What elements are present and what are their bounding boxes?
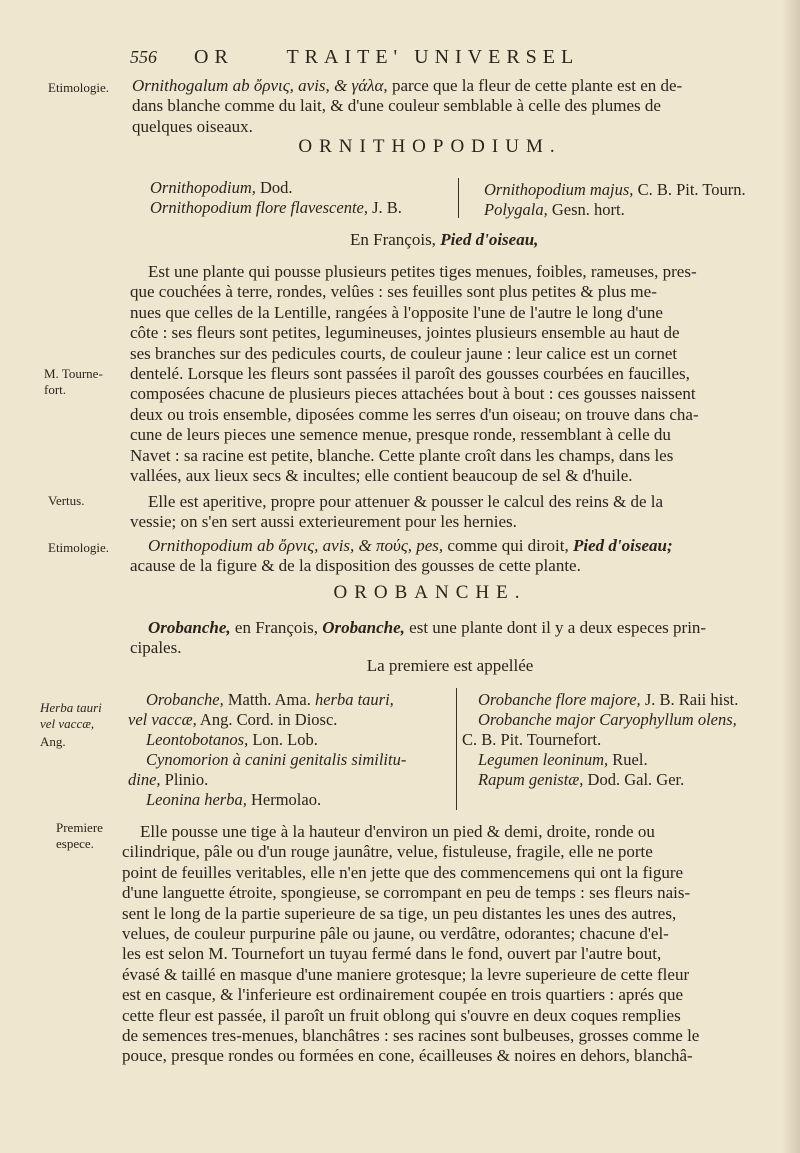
text-line: point de feuilles veritables, elle n'en jette que des commencemens qui ont la figure: [122, 862, 684, 882]
text-line: cipales.: [130, 638, 182, 658]
synonym-entry: Leonina herba, Hermolao.: [146, 790, 322, 809]
text-line: cette fleur est passée, il paroît un fruit oblong qui s'ouvre en deux coques remplies: [122, 1005, 681, 1025]
text-line: dentelé. Lorsque les fleurs sont passées il paroît des gousses courbées en faucilles,: [130, 364, 690, 384]
text-line: nues que celles de la Lentille, rangées à l'opposite l'une de l'autre le long d'une: [130, 302, 663, 322]
margin-tournefort-b: fort.: [44, 382, 67, 397]
text-line: de semences tres-menues, blanchâtres : ses racines sont bulbeuses, grosses comme le: [122, 1026, 700, 1046]
margin-herba-3: Ang.: [40, 734, 66, 749]
margin-vertus: Vertus.: [48, 493, 85, 508]
text-line: ses branches sur des pedicules courts, de couleur jaune : leur calice est un cornet: [130, 343, 678, 363]
text-line: cilindrique, pâle ou d'un rouge jaunâtre, velue, fistuleuse, fragile, elle ne porte: [122, 842, 653, 862]
synonym-entry: Leontobotanos, Lon. Lob.: [146, 730, 318, 749]
text-line: d'une languette étroite, spongieuse, se corrompant en peu de temps : ses fleurs nais-: [122, 883, 691, 903]
text-line: est en casque, & l'inferieure est ordinairement coupée en trois quartiers : aprés que: [122, 985, 684, 1005]
text-line: cune de leurs pieces une semence menue, presque ronde, ressemblant à celle du: [130, 425, 671, 445]
orobanche-synonyms-left: [128, 690, 448, 810]
synonym-entry: C. B. Pit. Tournefort.: [462, 730, 602, 749]
french-name: Pied d'oiseau,: [440, 230, 539, 249]
synonym-entry: Orobanche major Caryophyllum olens,: [478, 710, 737, 729]
synonyms-left: [150, 178, 450, 218]
text-line: acause de la figure & de la disposition des gousses de cette plante.: [130, 556, 581, 576]
text-line: évasé & taillé en masque d'une maniere grotesque; la levre superieure de cette fleur: [122, 964, 690, 984]
text-line: Ornithogalum ab ὄρνις, avis, & γάλα, parce que la fleur de cette plante est en de-: [132, 76, 683, 95]
text-line: Est une plante qui pousse plusieurs petites tiges menues, foibles, rameuses, pres-: [148, 262, 697, 281]
synonyms-right: [484, 180, 774, 220]
running-head-letters: OR: [194, 46, 234, 68]
margin-premiere-1: Premiere: [56, 820, 103, 835]
text-line: quelques oiseaux.: [132, 116, 253, 136]
text-line: velues, de couleur purpurine pâle ou jaune, ou verdâtre, odorantes; chacune d'el-: [122, 924, 669, 944]
heading-orobanche: OROBANCHE.: [333, 582, 527, 603]
text-line: vallées, aux lieux secs & incultes; elle contient beaucoup de sel & d'huile.: [130, 466, 633, 486]
column-divider: [456, 688, 457, 810]
text-line: Ornithopodium ab ὄρνις, avis, & πούς, pes, comme qui diroit, Pied d'oiseau;: [148, 536, 673, 555]
french-name-line: En François, Pied d'oiseau,: [350, 230, 539, 249]
synonym-entry: Orobanche, Matth. Ama. herba tauri,: [146, 690, 394, 709]
text-line: sent le long de la partie superieure de sa tige, un peu distantes les unes des autres,: [122, 903, 677, 923]
etymology-ornithopodium: [130, 536, 770, 577]
vertus-paragraph: [130, 492, 770, 533]
margin-etimologie-2: Etimologie.: [48, 540, 110, 555]
running-head: [130, 46, 650, 69]
synonym-entry: Ornithopodium, Dod.: [150, 178, 293, 197]
text-line: Orobanche, en François, Orobanche, est une plante dont il y a deux especes prin-: [148, 618, 707, 637]
text-line: côte : ses fleurs sont petites, legumineuses, jointes plusieurs ensemble au haut de: [130, 323, 680, 343]
orobanche-description: [122, 822, 770, 1067]
synonym-entry: Ornithopodium majus, C. B. Pit. Tourn.: [484, 180, 746, 199]
orobanche-synonyms-right: [462, 690, 772, 790]
page-edge-shadow: [782, 0, 800, 1153]
text-line: Elle est aperitive, propre pour attenuer & pousser le calcul des reins & de la: [148, 492, 664, 511]
book-title: TRAITE' UNIVERSEL: [286, 46, 580, 68]
page-number: 556: [130, 47, 157, 67]
text-line: deux ou trois ensemble, diposées comme les serres d'un oiseau; on trouve dans cha-: [130, 404, 699, 424]
synonym-entry: Polygala, Gesn. hort.: [484, 200, 625, 219]
text-line: vessie; on s'en sert aussi exterieurement pour les hernies.: [130, 512, 517, 532]
margin-herba-2: vel vaccæ,: [40, 716, 95, 731]
heading-ornithopodium: ORNITHOPODIUM.: [298, 136, 562, 157]
synonym-entry: Cynomorion à canini genitalis similitu-: [146, 750, 407, 769]
text-line: dans blanche comme du lait, & d'une couleur semblable à celle des plumes de: [132, 96, 661, 116]
text-line: les est selon M. Tournefort un tuyau fermé dans le fond, ouvert par l'autre bout,: [122, 944, 662, 964]
text-line: Navet : sa racine est petite, blanche. Cette plante croît dans les champs, dans les: [130, 445, 674, 465]
orobanche-intro: [130, 618, 770, 659]
column-divider: [458, 178, 459, 218]
ornithopodium-description: [130, 262, 770, 486]
synonym-entry: Ornithopodium flore flavescente, J. B.: [150, 198, 402, 217]
text-line: que couchées à terre, rondes, velûes : ses feuilles sont plus petites & plus me-: [130, 282, 657, 302]
margin-herba-1: Herba tauri: [40, 700, 102, 715]
synonym-entry: Legumen leoninum, Ruel.: [478, 750, 648, 769]
synonym-entry: Orobanche flore majore, J. B. Raii hist.: [478, 690, 739, 709]
first-species-label: La premiere est appellée: [366, 656, 534, 675]
margin-premiere-2: espece.: [56, 836, 94, 851]
text-line: composées chacune de plusieurs pieces attachées bout à bout : ces gousses naissent: [130, 384, 696, 404]
text-line: pouce, presque rondes ou formées en cone, écailleuses & noires en dehors, blanchâ-: [122, 1046, 693, 1066]
synonym-entry: dine, Plinio.: [128, 770, 209, 789]
etymology-ornithogalum: [132, 76, 764, 137]
synonym-entry: vel vaccæ, Ang. Cord. in Diosc.: [128, 710, 338, 729]
synonym-entry: Rapum genistæ, Dod. Gal. Ger.: [478, 770, 685, 789]
margin-etimologie-1: Etimologie.: [48, 80, 110, 95]
text-line: Elle pousse une tige à la hauteur d'environ un pied & demi, droite, ronde ou: [140, 822, 655, 841]
margin-tournefort-a: M. Tourne-: [44, 366, 103, 381]
